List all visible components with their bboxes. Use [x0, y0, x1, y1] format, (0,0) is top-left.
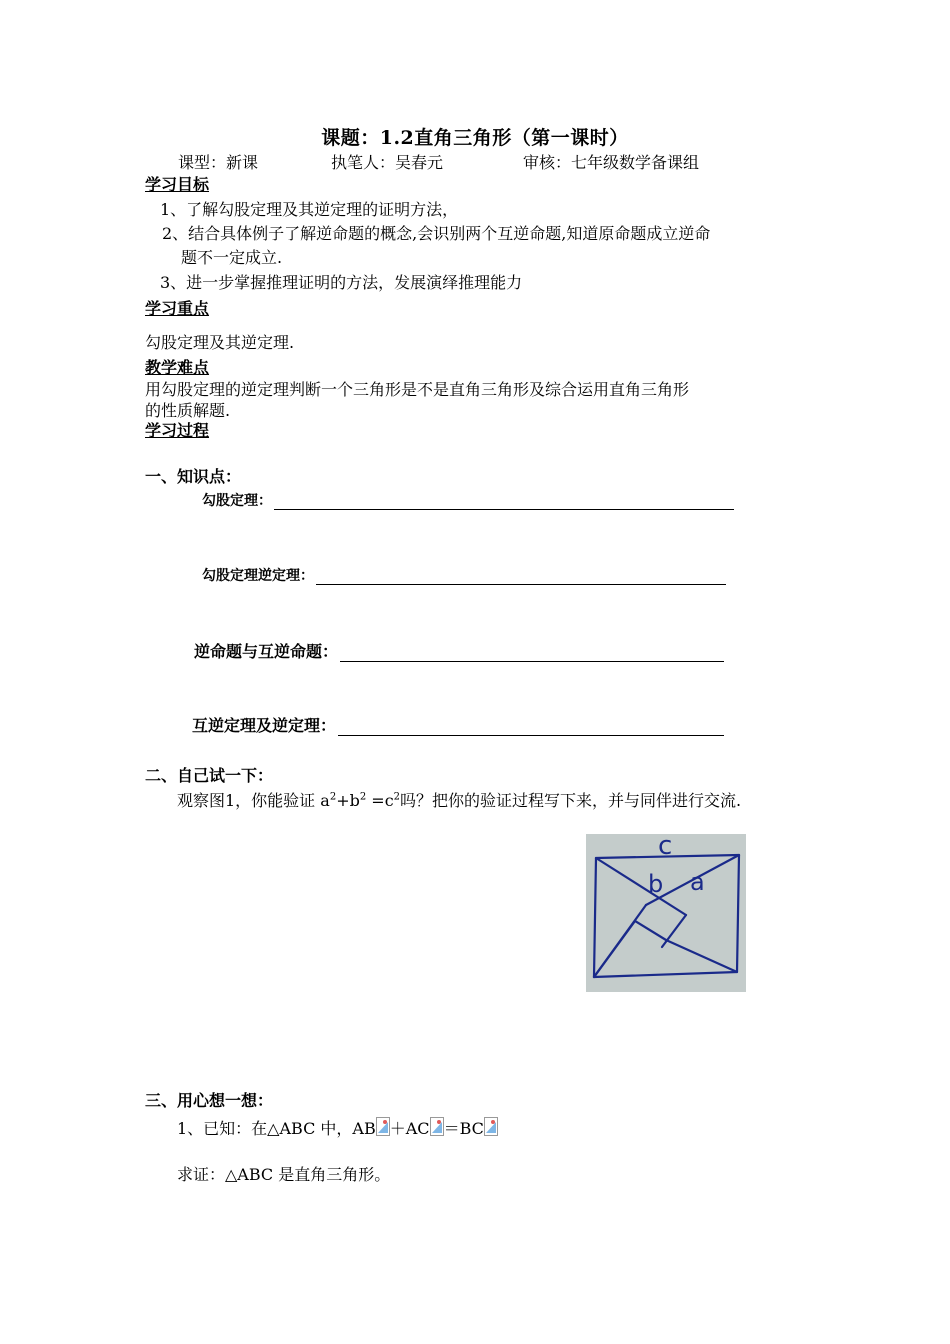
fill-label: 逆命题与互逆命题：	[194, 642, 339, 661]
process-heading: 学习过程	[145, 421, 210, 440]
fill-converse-theorem	[202, 565, 726, 585]
image-placeholder-icon	[376, 1117, 390, 1136]
blank-line[interactable]	[338, 734, 724, 736]
label-c: c	[658, 834, 673, 861]
difficulty-line-2: 的性质解题.	[145, 401, 231, 420]
think-heading: 三、用心想一想：	[145, 1091, 274, 1110]
label-b: b	[648, 870, 664, 898]
lesson-reviewer: 审核：七年级数学备课组	[523, 153, 700, 172]
fill-label: 勾股定理：	[202, 493, 272, 509]
blank-line[interactable]	[274, 508, 734, 510]
fill-label: 勾股定理逆定理：	[202, 568, 314, 584]
figure-1-photo	[586, 834, 746, 992]
prove-line: 求证：△ABC 是直角三角形。	[177, 1165, 391, 1184]
difficulty-heading: 教学难点	[145, 358, 210, 377]
label-a: a	[690, 868, 705, 896]
blank-line[interactable]	[316, 583, 726, 585]
difficulty-line-1: 用勾股定理的逆定理判断一个三角形是不是直角三角形及综合运用直角三角形	[145, 380, 690, 399]
image-placeholder-icon	[484, 1117, 498, 1136]
image-placeholder-icon	[430, 1117, 444, 1136]
try-text: 观察图1，你能验证 $a^2+b^2 =c^2$吗？把你的验证过程写下来，并与同伴进行交流.	[177, 791, 742, 810]
fill-label: 互逆定理及逆定理：	[192, 716, 337, 735]
fill-converse-propositions	[194, 639, 724, 662]
given-line: 1、已知：在△ABC 中，AB ＋AC ＝BC	[177, 1116, 498, 1139]
knowledge-heading: 一、知识点：	[145, 467, 242, 486]
try-heading: 二、自己试一下：	[145, 766, 274, 785]
fill-mutual-theorems	[192, 713, 724, 736]
fill-pythagorean-theorem	[202, 490, 734, 510]
objective-2-cont: 题不一定成立.	[181, 248, 283, 267]
objective-3: 3、进一步掌握推理证明的方法，发展演绎推理能力	[160, 273, 523, 292]
key-points-text: 勾股定理及其逆定理.	[145, 333, 295, 352]
objective-2: 2、结合具体例子了解逆命题的概念,会识别两个互逆命题,知道原命题成立逆命	[162, 224, 711, 243]
objectives-heading: 学习目标	[145, 175, 210, 194]
page-title: 课题：1.2直角三角形（第一课时）	[321, 127, 629, 149]
blank-line[interactable]	[340, 660, 724, 662]
figure-1-diagram	[586, 834, 746, 992]
lesson-author: 执笔人：吴春元	[331, 153, 444, 172]
key-points-heading: 学习重点	[145, 299, 210, 318]
lesson-type: 课型：新课	[178, 153, 259, 172]
objective-1: 1、了解勾股定理及其逆定理的证明方法，	[160, 200, 459, 219]
